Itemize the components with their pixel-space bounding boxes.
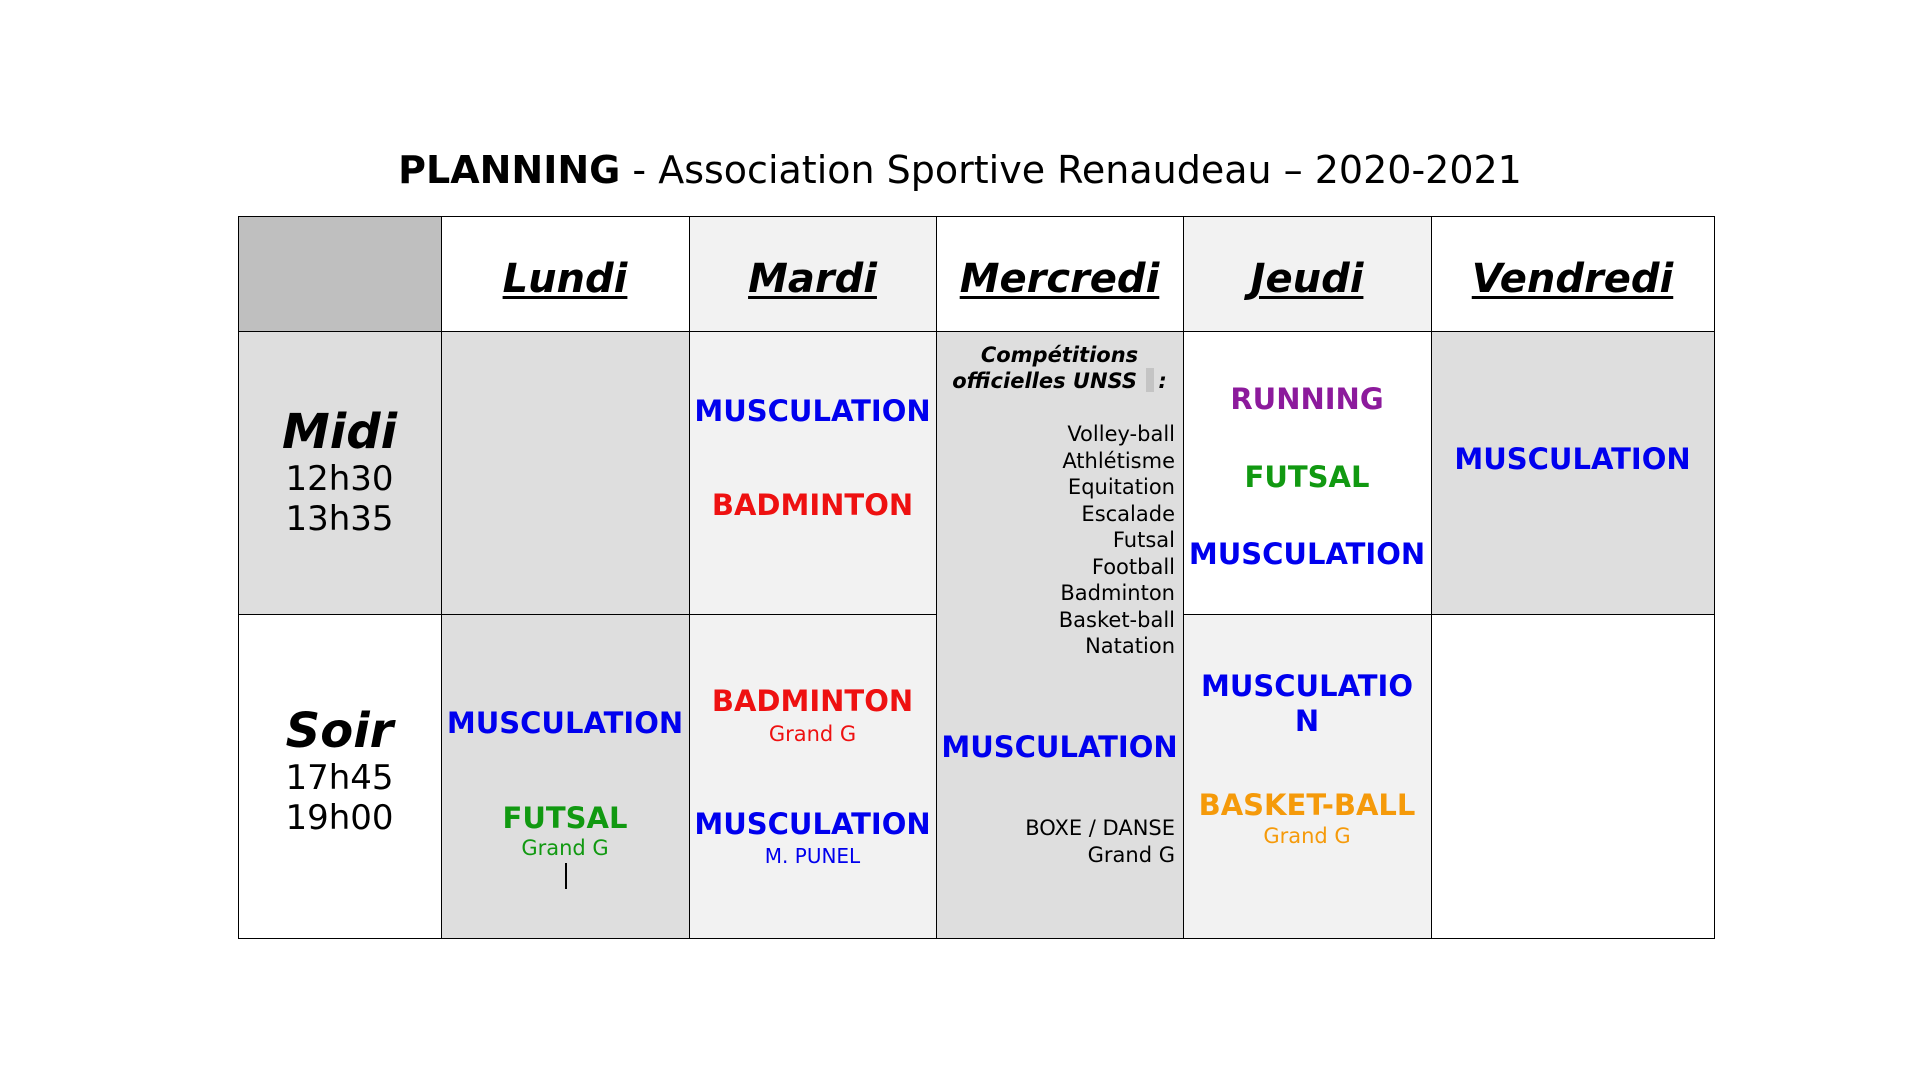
activity-musculation: MUSCULATION [1454,442,1691,476]
activity-musculation-line2: N [1294,704,1320,738]
cell-soir-jeudi [1183,614,1431,938]
list-item: Athlétisme [1062,448,1175,473]
list-item: Escalade [1081,501,1175,526]
slot-midi-end: 13h35 [285,499,394,539]
header-corner [238,216,441,331]
day-label-lundi: Lundi [502,256,628,302]
list-item: Equitation [1067,475,1175,499]
activity-place: Grand G [1263,824,1351,848]
grid-line [238,331,1715,332]
grid-line [238,216,239,939]
header-mercredi [936,216,1183,331]
list-item: Natation [1085,634,1175,658]
activity-place: Grand G [521,836,609,860]
competitions-title-line1: Compétitions [980,343,1139,367]
day-label-mercredi: Mercredi [959,256,1160,302]
sport-list [1059,421,1175,660]
cell-mercredi-merged [936,331,1183,938]
competitions-title-text: officielles UNSS [952,369,1138,393]
header-mardi [689,216,936,331]
title-rest: - Association Sportive Renaudeau – 2020-2021 [620,148,1522,192]
activity-place: Grand G [768,722,857,746]
slot-soir-start: 17h45 [285,758,394,798]
cell-soir-vendredi [1431,614,1714,938]
slot-soir [238,614,441,938]
header-vendredi [1431,216,1714,331]
activity-badminton: BADMINTON [711,684,914,718]
grid-line [238,216,1715,217]
activity-running: RUNNING [1230,382,1384,416]
activity-badminton: BADMINTON [711,488,914,522]
slot-midi [238,331,441,614]
slot-midi-start: 12h30 [285,459,394,499]
list-item: Futsal [1112,528,1175,552]
header-lundi [441,216,689,331]
activity-musculation: MUSCULATION [941,730,1178,764]
activity-musculation: MUSCULATION [446,706,684,740]
list-item: Football [1091,554,1175,579]
list-item: Basket-ball [1058,607,1175,632]
grid-line [1183,216,1184,939]
cell-midi-vendredi [1431,331,1714,614]
page-title [0,146,1920,194]
cell-soir-lundi [441,614,689,938]
list-item: Badminton [1060,581,1175,605]
list-item: Volley-ball [1067,422,1175,446]
activity-boxe-danse: BOXE / DANSE [1025,816,1175,840]
activity-person: M. PUNEL [764,844,861,868]
activity-musculation: MUSCULATION [1188,537,1426,571]
grid-line [1183,614,1715,615]
activity-place: Grand G [1087,843,1175,867]
activity-futsal: FUTSAL [502,801,628,835]
grid-line [238,938,1715,939]
slot-soir-end: 19h00 [285,798,394,838]
competitions-title-colon: : [1158,369,1167,393]
slot-midi-name: Midi [281,404,398,460]
activity-musculation: MUSCULATION [694,394,931,428]
activity-musculation-line1: MUSCULATIO [1200,669,1414,703]
day-label-jeudi: Jeudi [1250,256,1364,302]
grid-line [689,216,690,939]
grid-line [441,216,442,939]
cell-midi-jeudi [1183,331,1431,614]
grid-line [1714,216,1715,939]
day-label-vendredi: Vendredi [1471,256,1674,302]
header-jeudi [1183,216,1431,331]
activity-futsal: FUTSAL [1244,460,1370,494]
day-label-mardi: Mardi [748,256,877,302]
activity-basket-ball: BASKET-BALL [1198,788,1416,822]
cell-midi-lundi [441,331,689,614]
slot-soir-name: Soir [285,703,394,759]
grid-line [1431,216,1432,939]
grid-line [238,614,936,615]
grid-line [936,216,937,939]
text-cursor [565,863,567,889]
title-bold: PLANNING [398,148,621,192]
competitions-title-line2 [936,368,1183,394]
cell-midi-mardi [689,331,936,614]
cell-soir-mardi [689,614,936,938]
text-marker [1146,368,1154,392]
activity-musculation: MUSCULATION [694,807,931,841]
